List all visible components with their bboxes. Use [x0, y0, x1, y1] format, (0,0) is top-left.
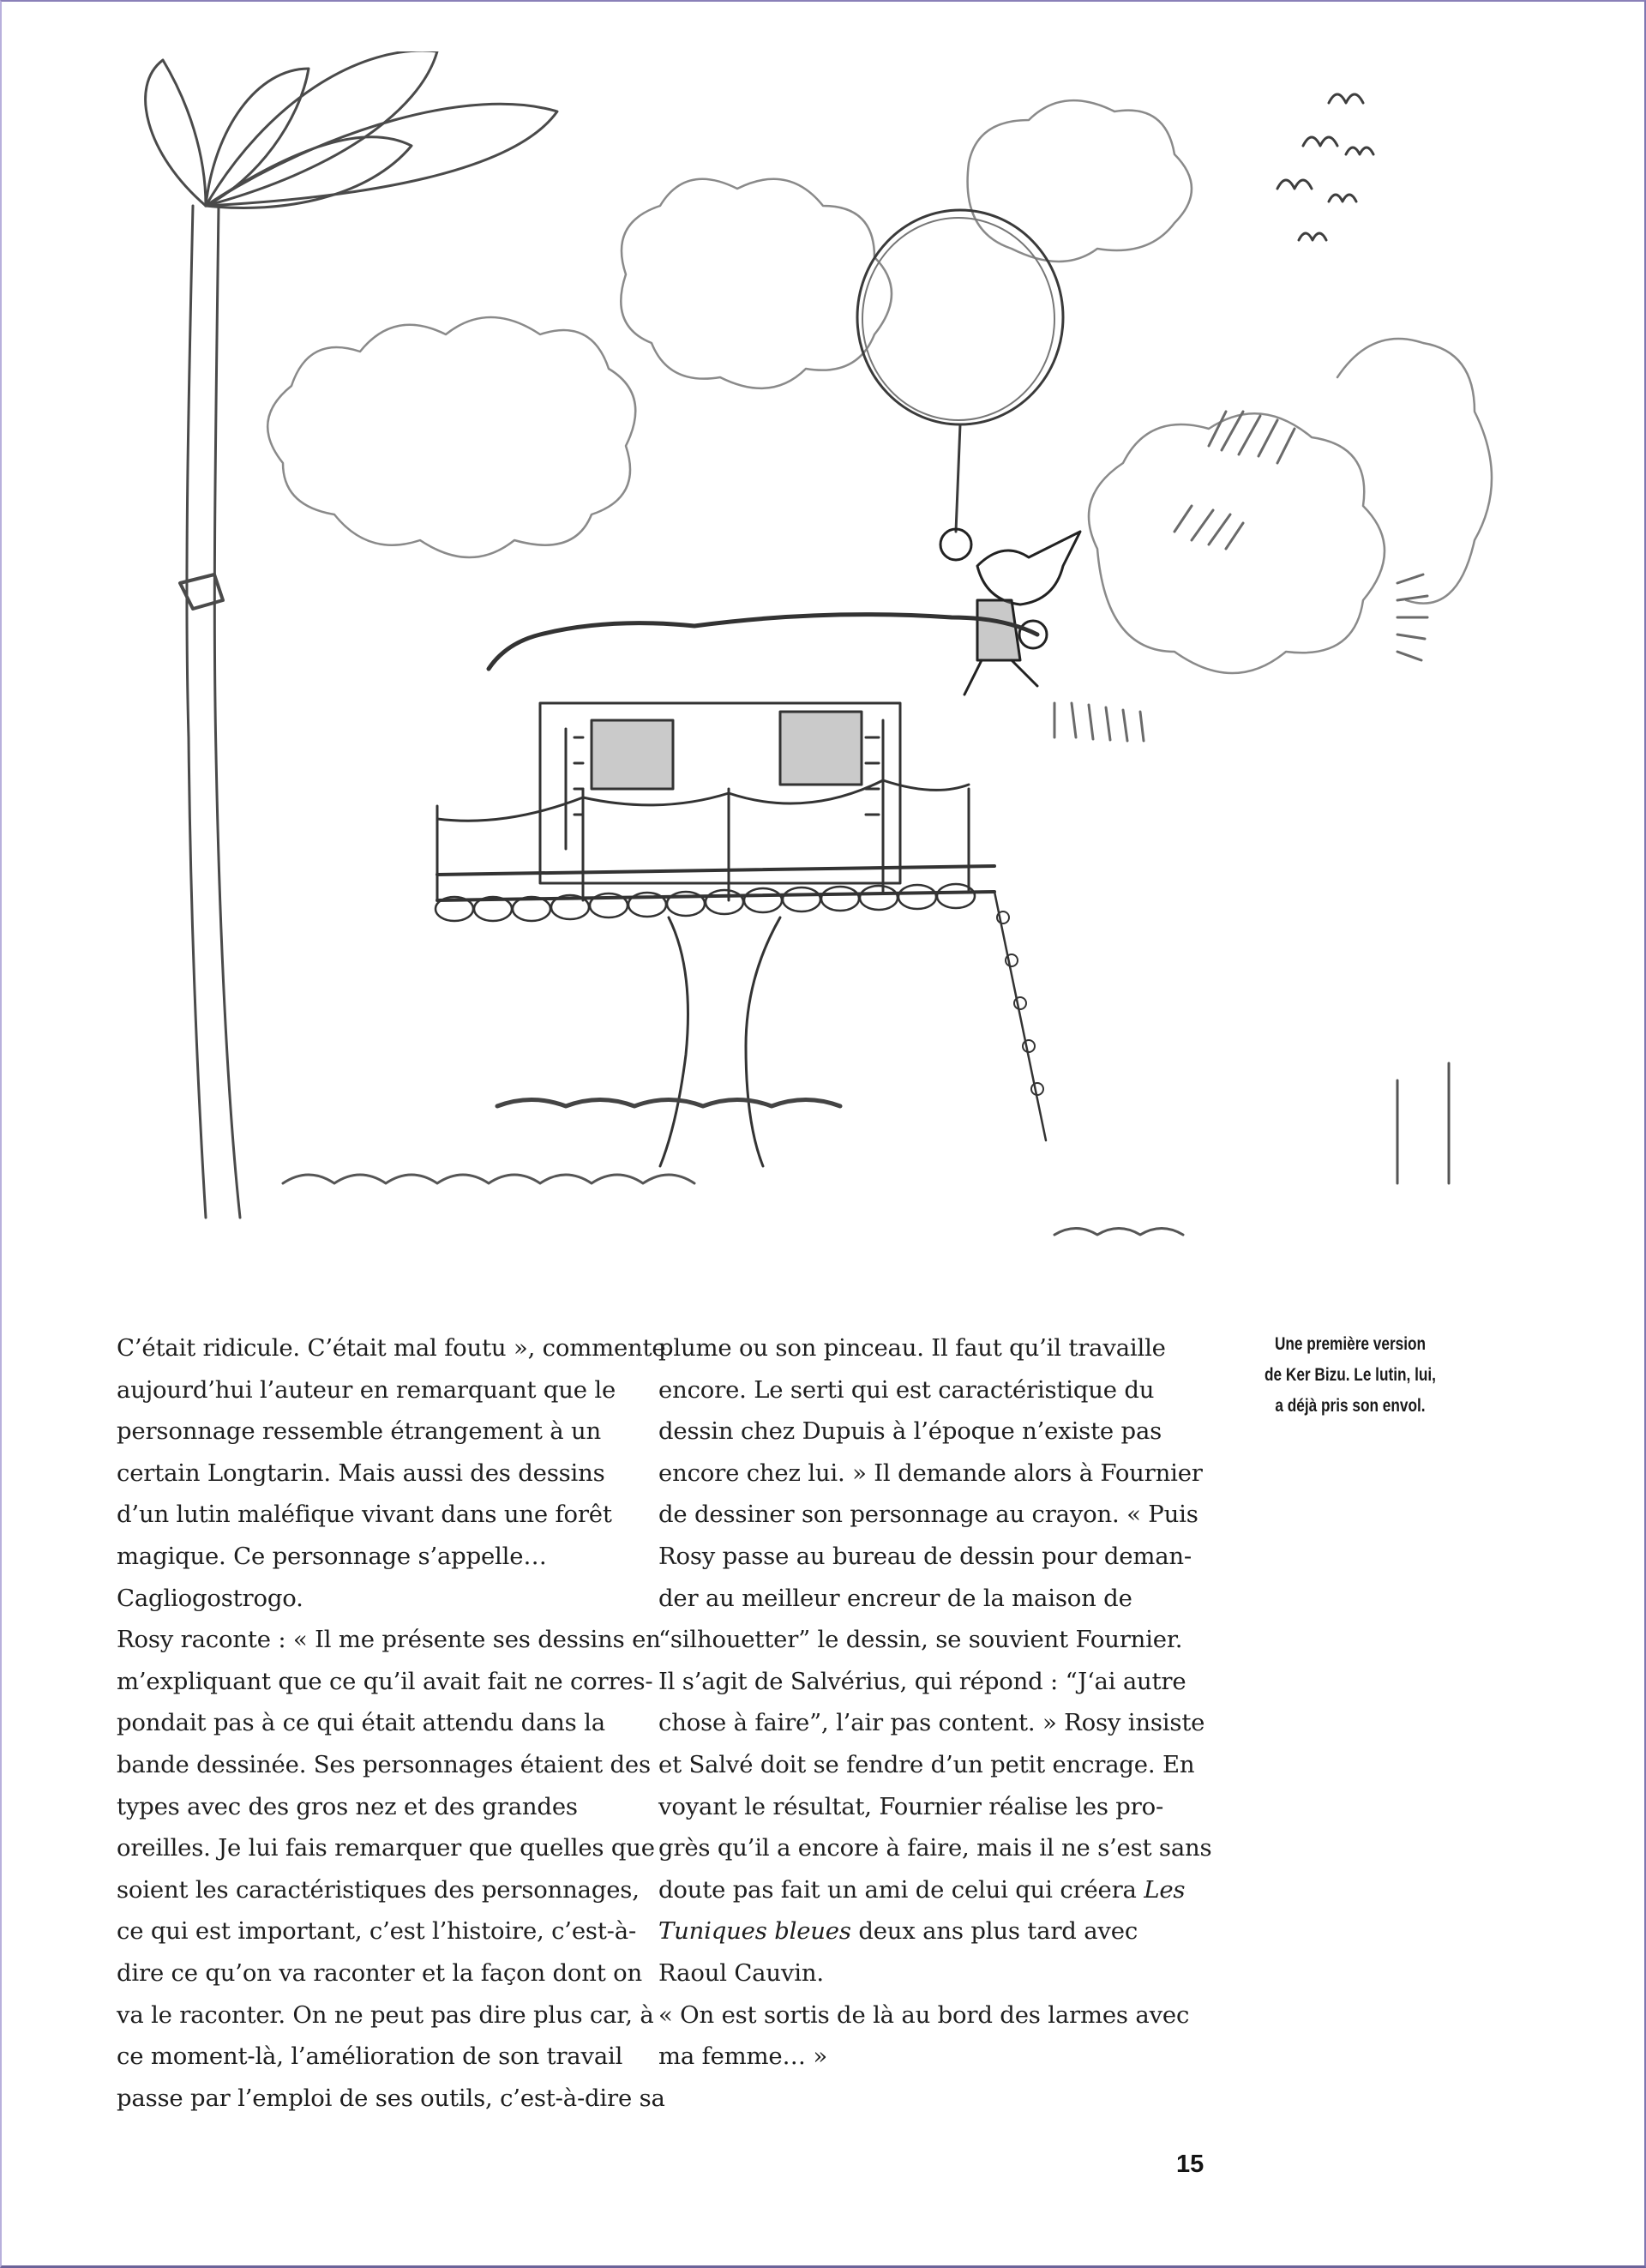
text-line: va le raconter. On ne peut pas dire plus car, à	[117, 2000, 654, 2029]
text-run: deux ans plus tard avec	[850, 1917, 1138, 1946]
text-line: “silhouetter” le dessin, se souvient Fournier.	[658, 1626, 1183, 1654]
birds	[1277, 94, 1373, 240]
lutin-character	[940, 529, 1080, 695]
text-column-middle	[658, 1327, 1212, 2078]
text-line: personnage ressemble étrangement à un	[117, 1417, 602, 1446]
text-line: m’expliquant que ce qu’il avait fait ne corres-	[117, 1667, 653, 1695]
page-number: 15	[1176, 2151, 1204, 2178]
text-line: chose à faire”, l’air pas content. » Rosy insiste	[658, 1709, 1205, 1737]
text-line: ce qui est important, c’est l’histoire, c’est-à-	[117, 1917, 637, 1946]
text-line: types avec des gros nez et des grandes	[117, 1792, 578, 1820]
text-line: magique. Ce personnage s’appelle…	[117, 1542, 547, 1570]
text-line: pondait pas à ce qui était attendu dans la	[117, 1709, 605, 1737]
caption-line: Une première version	[1274, 1334, 1427, 1354]
text-line	[658, 1910, 1173, 1952]
text-line: certain Longtarin. Mais aussi des dessins	[117, 1459, 605, 1487]
text-line: soient les caractéristiques des personnages,	[117, 1875, 640, 1904]
text-line: der au meilleur encreur de la maison de	[658, 1584, 1132, 1612]
text-run: doute pas fait un ami de celui qui créera	[658, 1875, 1144, 1904]
text-line: « On est sortis de là au bord des larmes avec	[658, 2000, 1190, 2029]
bushes	[1054, 412, 1427, 741]
caption-line: a déjà pris son envol.	[1275, 1396, 1426, 1416]
treehouse	[436, 615, 1046, 1166]
text-line: Rosy raconte : « Il me présente ses dessins en	[117, 1626, 661, 1654]
text-line: oreilles. Je lui fais remarquer que quelles que	[117, 1834, 655, 1862]
text-line: C’était ridicule. C’était mal foutu », commente	[117, 1334, 666, 1362]
italic-title: Tuniques bleues	[658, 1917, 851, 1946]
ground	[283, 1063, 1449, 1235]
illustration-caption	[1255, 1329, 1445, 1422]
palm-tree	[146, 51, 557, 1218]
text-line: d’un lutin maléfique vivant dans une forêt	[117, 1501, 612, 1529]
text-line: plume ou son pinceau. Il faut qu’il travaille	[658, 1334, 1166, 1362]
text-line: encore. Le serti qui est caractéristique du	[658, 1375, 1155, 1404]
text-line: ma femme… »	[658, 2042, 827, 2071]
treehouse-sketch	[111, 51, 1526, 1278]
text-line	[658, 1869, 1186, 1911]
text-line: et Salvé doit se fendre d’un petit encrage. En	[658, 1750, 1195, 1778]
text-line: dire ce qu’on va raconter et la façon dont on	[117, 1958, 643, 1987]
text-line: ce moment-là, l’amélioration de son travail	[117, 2042, 623, 2071]
italic-title: Les	[1144, 1875, 1186, 1904]
text-line: Raoul Cauvin.	[658, 1958, 824, 1987]
text-column-left	[117, 1327, 666, 2119]
text-line: grès qu’il a encore à faire, mais il ne s’est sans	[658, 1834, 1212, 1862]
balloon	[857, 210, 1063, 532]
log-row	[436, 884, 975, 921]
text-line: aujourd’hui l’auteur en remarquant que le	[117, 1375, 616, 1404]
text-line: Il s’agit de Salvérius, qui répond : “J‘ai autre	[658, 1667, 1186, 1695]
text-line: voyant le résultat, Fournier réalise les pro-	[658, 1792, 1164, 1820]
text-line: dessin chez Dupuis à l’époque n’existe pas	[658, 1417, 1162, 1446]
text-line: de dessiner son personnage au crayon. « Puis	[658, 1501, 1198, 1529]
text-line: Cagliogostrogo.	[117, 1584, 303, 1612]
text-line: Rosy passe au bureau de dessin pour deman-	[658, 1542, 1192, 1570]
text-line: encore chez lui. » Il demande alors à Fournier	[658, 1459, 1203, 1487]
text-line: bande dessinée. Ses personnages étaient des	[117, 1750, 651, 1778]
foliage	[267, 100, 1492, 673]
text-line: passe par l’emploi de ses outils, c’est-à-dire sa	[117, 2084, 665, 2112]
caption-line: de Ker Bizu. Le lutin, lui,	[1265, 1365, 1436, 1385]
pencil-illustration	[111, 51, 1526, 1278]
